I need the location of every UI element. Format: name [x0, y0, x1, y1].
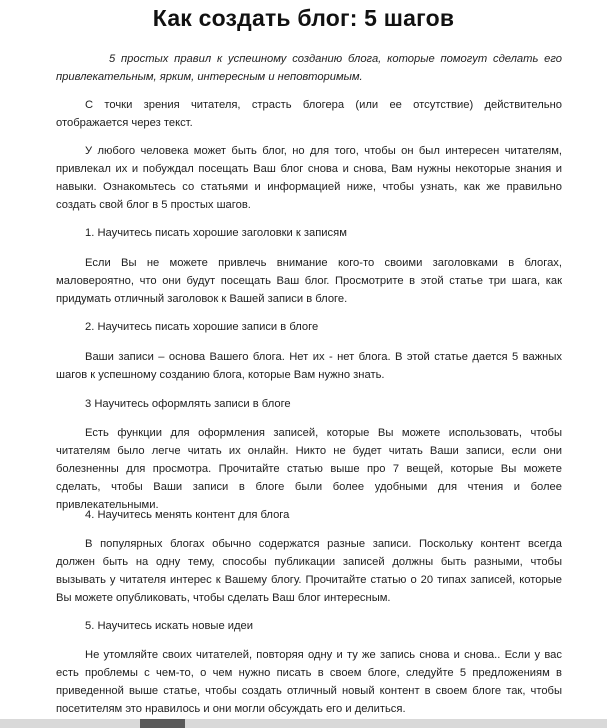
- paragraph-text: У любого человека может быть блог, но для того, чтобы он был интересен читателям, привлекал их и побуждал посещать Ваш блог снова и снова, Вам нужны некоторые знания и навыки. Ознакомьтесь со статьями и информацией ниже, чтобы узнать, как же правильно создать свой блог в 5 простых шагов.: [56, 145, 562, 211]
- paragraph-text: Ваши записи – основа Вашего блога. Нет их - нет блога. В этой статье дается 5 важных шагов к успешному созданию блога, которые Вам нужно знать.: [56, 351, 562, 381]
- intro-paragraph: [56, 50, 562, 86]
- step-1-heading: 1. Научитесь писать хорошие заголовки к записям: [85, 227, 347, 239]
- page-title: Как создать блог: 5 шагов: [152, 5, 455, 31]
- paragraph-1: [56, 96, 562, 132]
- step-5-heading: 5. Научитесь искать новые идеи: [85, 620, 254, 632]
- step-2-heading: 2. Научитесь писать хорошие записи в блоге: [85, 321, 319, 333]
- step-3-heading: 3 Научитесь оформлять записи в блоге: [85, 398, 291, 410]
- paragraph-2: [56, 142, 562, 214]
- paragraph-text: Не утомляйте своих читателей, повторяя одну и ту же запись снова и снова.. Если у вас есть проблемы с чем-то, о чем нужно писать в своем блоге, следуйте 5 предложениям в приведенной выше статье, чтобы создать отличный новый контент в своем блоге так, чтобы посетителям это нравилось и они могли обсуждать его и делиться.: [56, 649, 562, 715]
- step-4-heading: 4. Научитесь менять контент для блога: [85, 509, 290, 521]
- intro-text: 5 простых правил к успешному созданию блога, которые помогут сделать его привлекательным, ярким, интересным и неповторимым.: [56, 53, 562, 83]
- step-3-text: [56, 424, 562, 514]
- step-4-text: [56, 535, 562, 607]
- step-1-text: [56, 254, 562, 308]
- paragraph-text: Если Вы не можете привлечь внимание кого-то своими заголовками в блогах, маловероятно, что они будут посещать Ваш блог. Просмотрите в этой статье три шага, как придумать отличный заголовок к Вашей записи в блоге.: [56, 257, 562, 305]
- paragraph-text: С точки зрения читателя, страсть блогера (или ее отсутствие) действительно отображается через текст.: [56, 99, 562, 129]
- step-5-text: [56, 646, 562, 718]
- paragraph-text: В популярных блогах обычно содержатся разные записи. Поскольку контент всегда должен быть на одну тему, способы публикации записей должны быть разными, чтобы вызывать у читателя интерес к Вашему блогу. Прочитайте статью о 20 типах записей, которые Вы можете опубликовать, чтобы сделать Ваш блог интересным.: [56, 538, 562, 604]
- paragraph-text: Есть функции для оформления записей, которые Вы можете использовать, чтобы читателям было легче читать их онлайн. Никто не будет читать Ваши записи, если они болезненны для просмотра. Прочитайте статью выше про 7 вещей, которые Вы можете сделать, чтобы Ваши записи в блоге были более удобными для чтения и более привлекательными.: [56, 427, 562, 511]
- horizontal-scrollbar[interactable]: [0, 719, 607, 728]
- step-2-text: [56, 348, 562, 384]
